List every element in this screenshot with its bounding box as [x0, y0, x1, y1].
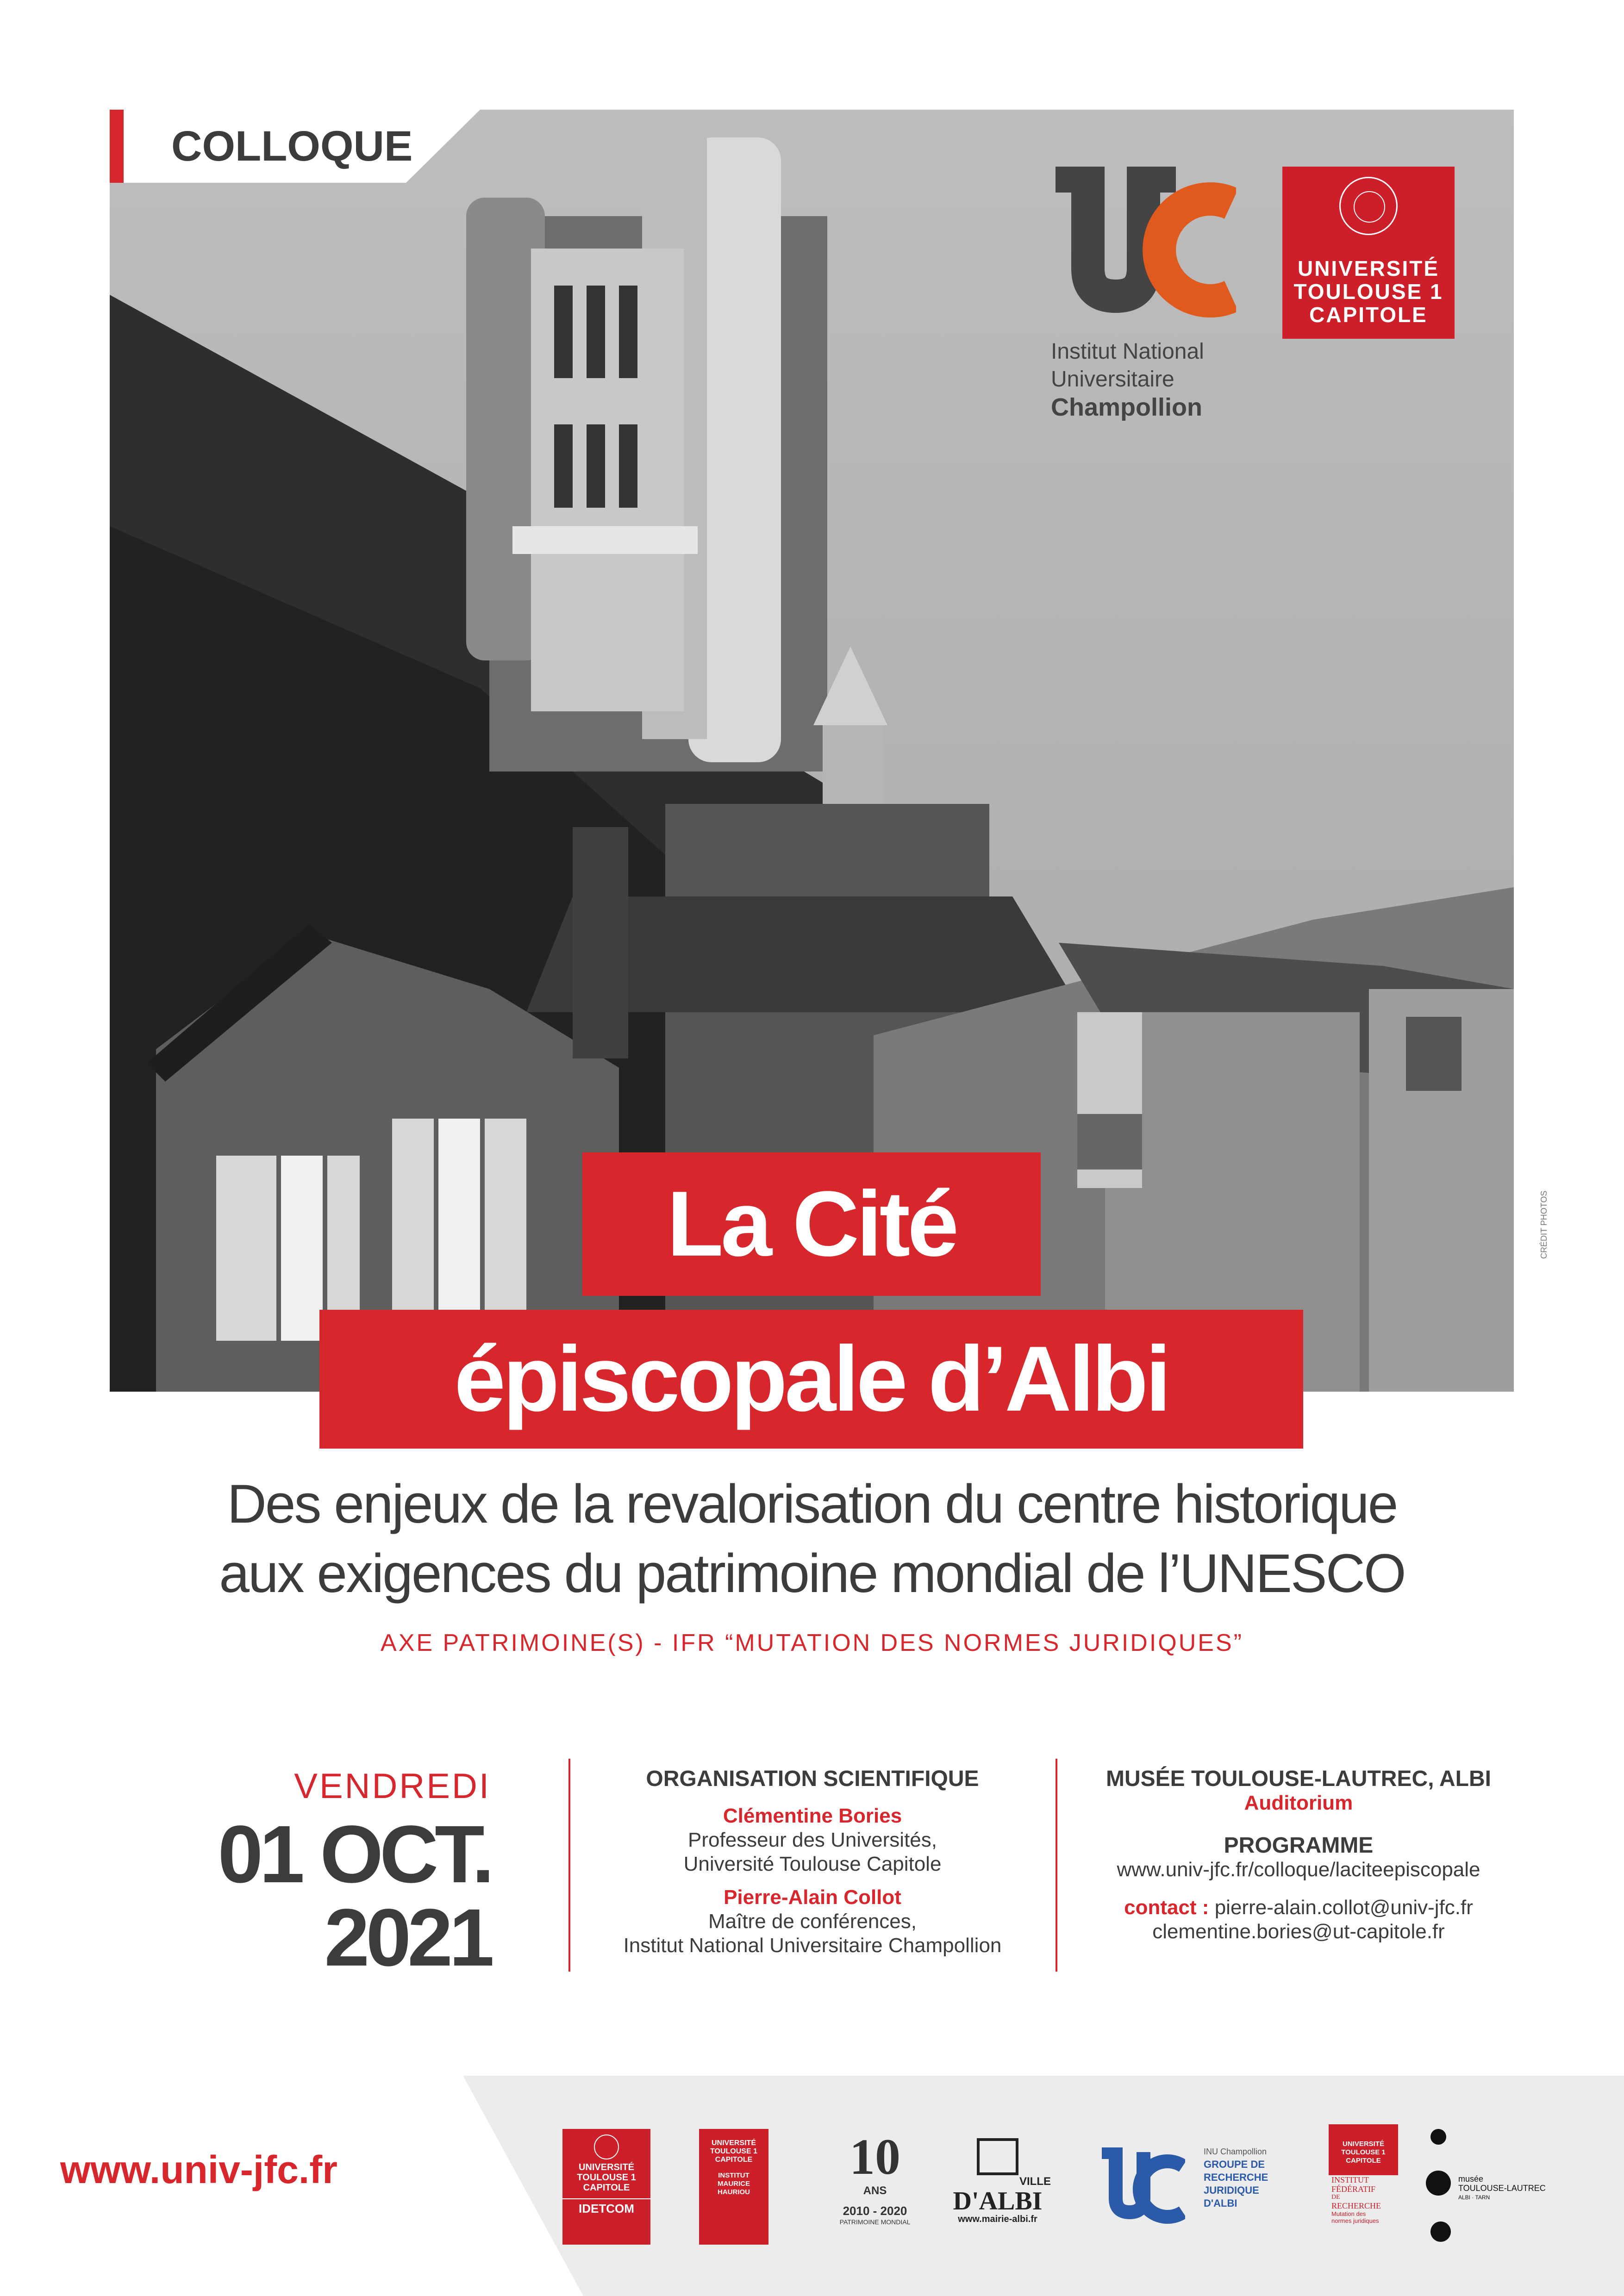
logo-line: ANS	[863, 2184, 887, 2197]
programme-link[interactable]: www.univ-jfc.fr/colloque/laciteepiscopale	[1117, 1858, 1480, 1881]
organiser-2-role: Maître de conférences,	[708, 1910, 917, 1933]
ut1-capitole-logo	[1282, 167, 1455, 339]
footer-logo-idetcom	[562, 2129, 650, 2245]
footer-logo-ville-albi	[944, 2129, 1051, 2245]
contact-line-1	[1065, 1896, 1532, 1920]
logo-line: D'ALBI	[1204, 2197, 1237, 2209]
logo-line: normes juridiques	[1331, 2217, 1379, 2224]
logo-line: DE	[1331, 2194, 1340, 2201]
inu-line-1: Institut National	[1051, 339, 1204, 364]
research-axis-label: AXE PATRIMOINE(S) - IFR “MUTATION DES NORMES JURIDIQUES”	[381, 1630, 1243, 1656]
logo-line: Mutation des	[1331, 2210, 1366, 2217]
ten-years-icon: 10	[849, 2128, 900, 2185]
logo-line: JURIDIQUE	[1204, 2184, 1259, 2196]
subtitle-line-1: Des enjeux de la revalorisation du centre historique	[227, 1474, 1397, 1535]
colloque-accent-bar	[110, 110, 124, 183]
logo-line: VILLE	[1019, 2175, 1051, 2188]
organiser-1-name: Clémentine Bories	[723, 1804, 902, 1827]
date-year: 2021	[324, 1892, 491, 1983]
logo-line: D'ALBI	[953, 2187, 1043, 2215]
ut1-line-1: UNIVERSITÉ	[1297, 256, 1440, 280]
subtitle-line-2: aux exigences du patrimoine mondial de l’UNESCO	[219, 1543, 1405, 1604]
logo-line: RECHERCHE	[1204, 2172, 1268, 2183]
programme-heading: PROGRAMME	[1224, 1833, 1374, 1858]
event-date	[139, 1766, 491, 1983]
building-icon	[977, 2138, 1018, 2175]
logo-line: INU Champollion	[1204, 2147, 1267, 2156]
venue-and-programme	[1065, 1767, 1532, 1944]
title-line-2: épiscopale d’Albi	[319, 1310, 1303, 1449]
footer-logo-10-ans	[824, 2129, 926, 2245]
logo-line: musée	[1458, 2174, 1484, 2184]
logo-line: PATRIMOINE MONDIAL	[839, 2218, 911, 2226]
organiser-2-name: Pierre-Alain Collot	[724, 1886, 901, 1909]
logo-line: INSTITUT	[718, 2172, 750, 2179]
footer-logo-musee-tl	[1426, 2129, 1546, 2249]
logo-line: GROUPE DE	[1204, 2159, 1265, 2170]
venue-name: MUSÉE TOULOUSE-LAUTREC, ALBI	[1106, 1767, 1491, 1791]
logo-line: TOULOUSE 1	[577, 2172, 636, 2183]
organiser-2-affiliation: Institut National Universitaire Champollion	[623, 1934, 1002, 1957]
t-circle-icon	[1426, 2171, 1451, 2196]
scientific-organisation	[579, 1767, 1046, 1958]
inu-line-2: Universitaire	[1051, 367, 1174, 392]
uc-logo	[1051, 167, 1236, 333]
organisation-heading: ORGANISATION SCIENTIFIQUE	[646, 1767, 979, 1791]
university-seal-icon	[1339, 177, 1398, 235]
logo-line: HAURIOU	[718, 2188, 750, 2196]
logo-line: RECHERCHE	[1331, 2201, 1381, 2210]
contact-email-2[interactable]: clementine.bories@ut-capitole.fr	[1152, 1920, 1445, 1943]
website-link[interactable]: www.univ-jfc.fr	[60, 2148, 337, 2191]
inu-champollion-name	[1051, 338, 1204, 421]
logo-line: TOULOUSE 1	[1341, 2148, 1386, 2156]
footer-logo-hauriou	[699, 2129, 768, 2245]
m-circle-icon	[1430, 2129, 1446, 2145]
ut1-line-3: CAPITOLE	[1309, 303, 1428, 327]
logo-line: ALBI · TARN	[1458, 2194, 1490, 2201]
logo-line: IDETCOM	[562, 2198, 650, 2218]
logo-line: INSTITUT	[1331, 2175, 1369, 2184]
logo-line: TOULOUSE-LAUTREC	[1458, 2184, 1546, 2193]
photo-credit: CRÉDIT PHOTOS	[1539, 1190, 1549, 1259]
logo-line: www.mairie-albi.fr	[958, 2214, 1037, 2224]
date-day-month: 01 OCT.	[218, 1809, 491, 1900]
logo-line: CAPITOLE	[583, 2183, 630, 2193]
logo-line: CAPITOLE	[715, 2156, 753, 2164]
logo-line: TOULOUSE 1	[710, 2147, 757, 2155]
column-divider	[568, 1759, 570, 1972]
logo-line: FÉDÉRATIF	[1331, 2184, 1376, 2194]
contact-label: contact :	[1124, 1896, 1209, 1919]
logo-line: UNIVERSITÉ	[1342, 2140, 1384, 2148]
uc-small-icon	[1097, 2147, 1185, 2226]
contact-email-1[interactable]: pierre-alain.collot@univ-jfc.fr	[1214, 1896, 1473, 1919]
logo-line: MAURICE	[718, 2180, 750, 2188]
organiser-1-role: Professeur des Universités,	[688, 1829, 937, 1851]
ut1-line-2: TOULOUSE 1	[1293, 280, 1443, 304]
event-type-label: COLLOQUE	[171, 123, 413, 170]
title-line-1: La Cité	[582, 1152, 1041, 1296]
column-divider	[1056, 1759, 1057, 1972]
l-circle-icon	[1430, 2221, 1451, 2242]
footer-logo-ifr	[1329, 2124, 1398, 2249]
musee-text	[1458, 2174, 1546, 2202]
logo-line: CAPITOLE	[1346, 2157, 1381, 2165]
footer-logo-grja	[1204, 2145, 1305, 2210]
subtitle	[93, 1469, 1531, 1608]
inu-line-3: Champollion	[1051, 393, 1202, 421]
seal-icon	[594, 2134, 619, 2159]
logo-line: UNIVERSITÉ	[711, 2139, 756, 2147]
logo-line: 2010 - 2020	[843, 2204, 907, 2218]
date-weekday: VENDREDI	[294, 1767, 491, 1806]
logo-line: UNIVERSITÉ	[578, 2162, 635, 2172]
venue-room: Auditorium	[1244, 1792, 1353, 1814]
organiser-1-affiliation: Université Toulouse Capitole	[683, 1853, 942, 1875]
